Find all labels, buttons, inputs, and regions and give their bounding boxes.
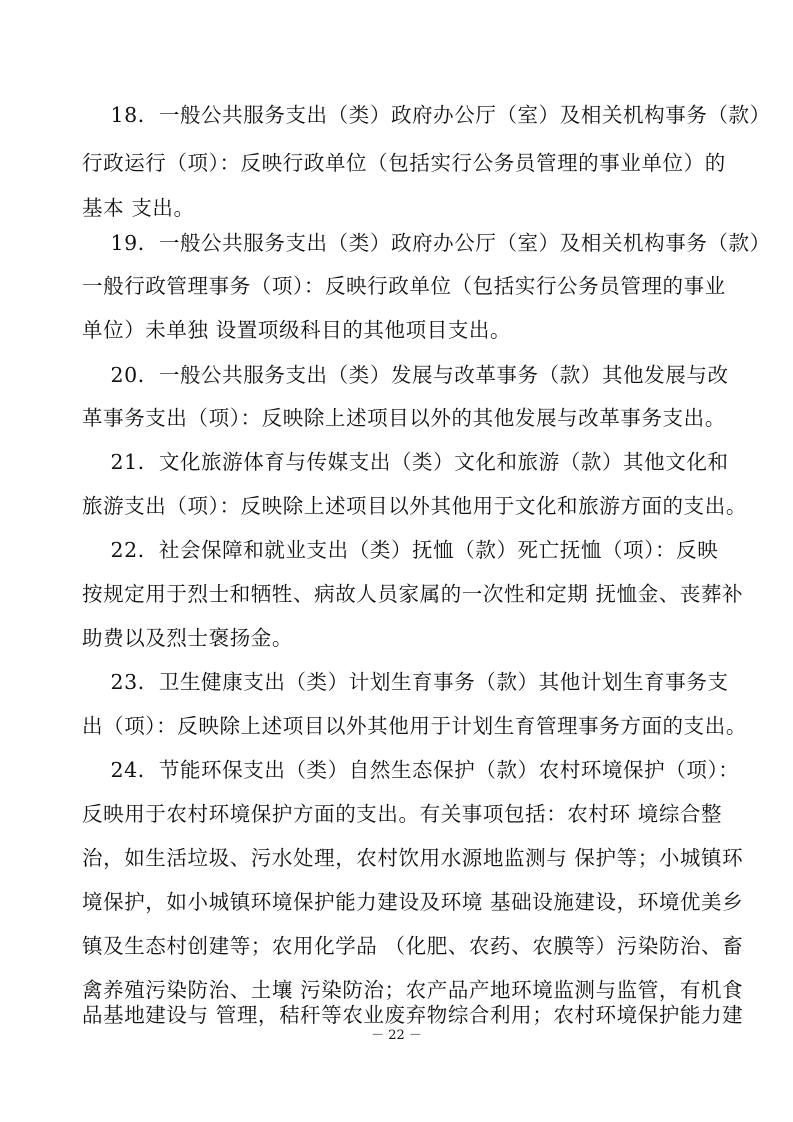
paragraph-18-line-3: 基本 支出。	[82, 196, 195, 220]
paragraph-23-line-2: 出（项）：反映除上述项目以外其他用于计划生育管理事务方面的支出。	[82, 714, 747, 738]
paragraph-24-line-7: 品基地建设与 管理，秸秆等农业废弃物综合利用；农村环境保护能力建	[82, 1003, 744, 1027]
paragraph-21-line-1: 21．文化旅游体育与传媒支出（类）文化和旅游（款）其他文化和	[82, 450, 729, 474]
paragraph-24-line-2: 反映用于农村环境保护方面的支出。有关事项包括：农村环 境综合整	[82, 802, 723, 826]
paragraph-22-line-3: 助费以及烈士褒扬金。	[82, 626, 293, 650]
paragraph-20-line-1: 20．一般公共服务支出（类）发展与改革事务（款）其他发展与改	[82, 363, 729, 387]
paragraph-23-line-1: 23．卫生健康支出（类）计划生育事务（款）其他计划生育事务支	[82, 670, 729, 694]
paragraph-22-line-1: 22．社会保障和就业支出（类）抚恤（款）死亡抚恤（项）：反映	[82, 538, 719, 562]
paragraph-24-line-6: 禽养殖污染防治、土壤 污染防治；农产品产地环境监测与监管，有机食	[82, 978, 744, 1002]
paragraph-18-line-1: 18．一般公共服务支出（类）政府办公厅（室）及相关机构事务（款）	[82, 103, 771, 127]
paragraph-24-line-5: 镇及生态村创建等；农用化学品 （化肥、农药、农膜等）污染防治、畜	[82, 934, 744, 958]
paragraph-18-line-2: 行政运行（项）：反映行政单位（包括实行公务员管理的事业单位）的	[82, 151, 726, 175]
paragraph-19-line-1: 19．一般公共服务支出（类）政府办公厅（室）及相关机构事务（款）	[82, 231, 771, 255]
paragraph-22-line-2: 按规定用于烈士和牺牲、病故人员家属的一次性和定期 抚恤金、丧葬补	[82, 582, 744, 606]
paragraph-20-line-2: 革事务支出（项）：反映除上述项目以外的其他发展与改革事务支出。	[82, 406, 726, 430]
page-number: － 22 －	[371, 1028, 422, 1043]
paragraph-24-line-4: 境保护，如小城镇环境保护能力建设及环境 基础设施建设，环境优美乡	[82, 890, 744, 914]
paragraph-24-line-3: 治，如生活垃圾、污水处理，农村饮用水源地监测与 保护等；小城镇环	[82, 846, 744, 870]
paragraph-19-line-3: 单位）未单独 设置项级科目的其他项目支出。	[82, 318, 512, 342]
paragraph-21-line-2: 旅游支出（项）：反映除上述项目以外其他用于文化和旅游方面的支出。	[82, 494, 747, 518]
paragraph-19-line-2: 一般行政管理事务（项）：反映行政单位（包括实行公务员管理的事业	[82, 274, 726, 298]
paragraph-24-line-1: 24．节能环保支出（类）自然生态保护（款）农村环境保护（项）：	[82, 758, 740, 782]
